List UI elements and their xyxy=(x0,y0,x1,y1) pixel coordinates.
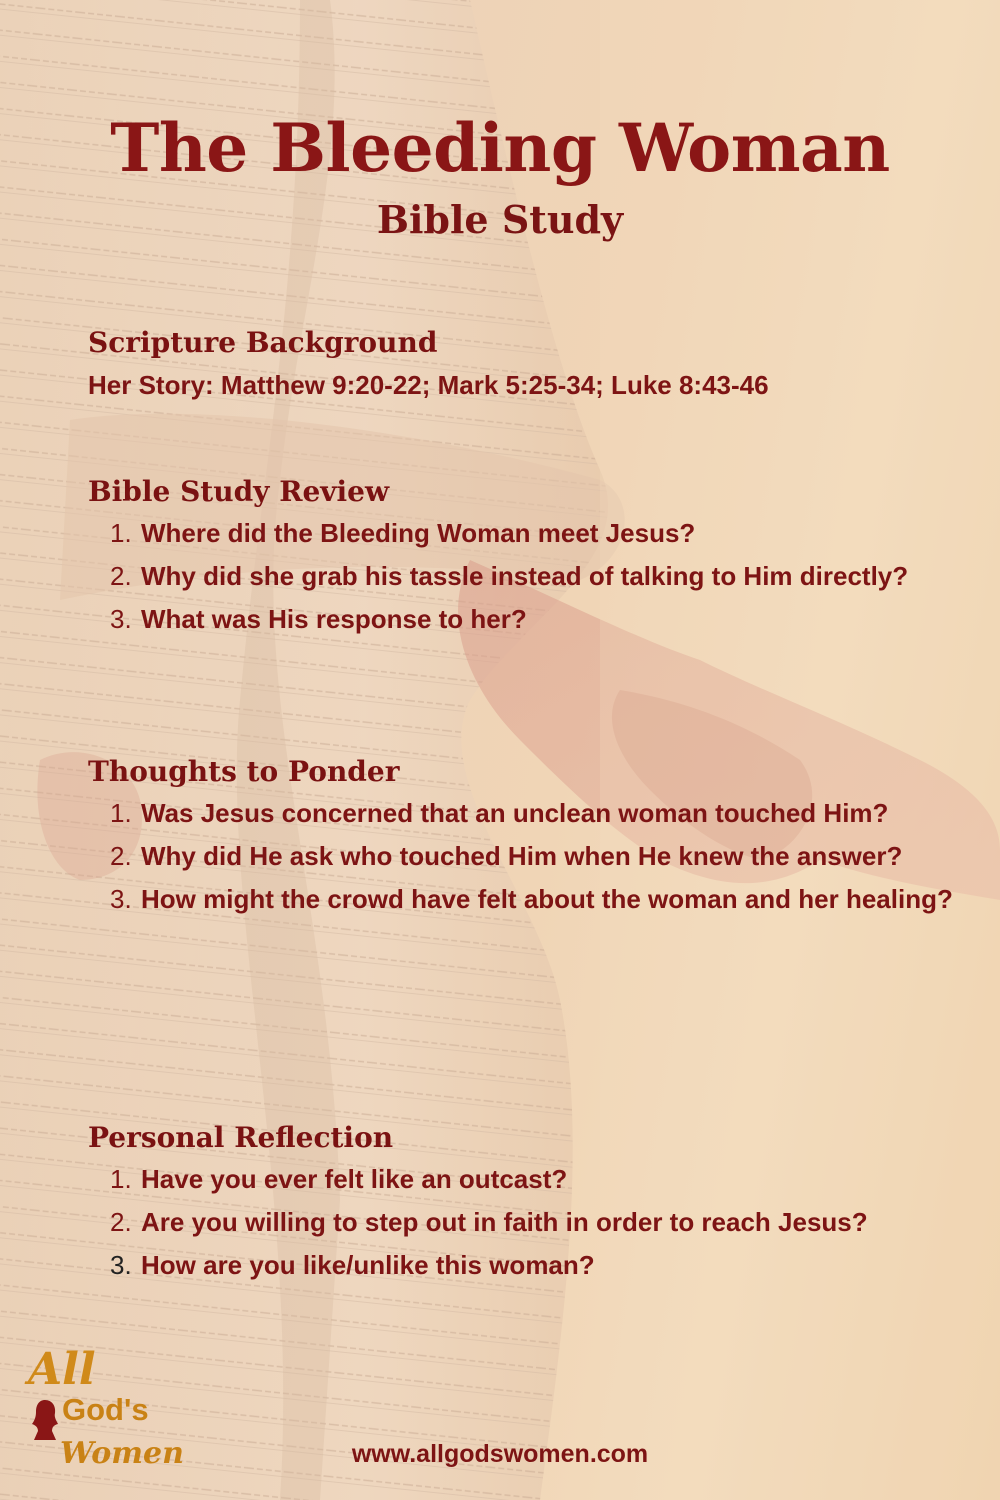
list-item xyxy=(88,598,968,641)
list-number: 2. xyxy=(110,841,132,871)
list-number: 2. xyxy=(110,1207,132,1237)
logo-text-gods: God's xyxy=(62,1392,149,1427)
question-text: Was Jesus concerned that an unclean woman touched Him? xyxy=(141,798,889,828)
her-story-references: Her Story: Matthew 9:20-22; Mark 5:25-34; Luke 8:43-46 xyxy=(88,370,769,400)
logo-text-women: Women xyxy=(60,1436,184,1471)
page-subtitle: Bible Study xyxy=(376,197,624,242)
question-text: Why did He ask who touched Him when He knew the answer? xyxy=(141,841,903,871)
list-item xyxy=(88,1158,968,1201)
list-item xyxy=(88,1244,968,1287)
bible-study-review-section xyxy=(88,472,968,641)
question-text: How might the crowd have felt about the woman and her healing? xyxy=(141,884,953,914)
list-number: 2. xyxy=(110,561,132,591)
logo-text-all: All xyxy=(28,1344,96,1395)
woman-silhouette-icon xyxy=(30,1398,60,1440)
question-text: Why did she grab his tassle instead of talking to Him directly? xyxy=(141,561,909,591)
scripture-background-section xyxy=(88,323,968,407)
question-text: How are you like/unlike this woman? xyxy=(141,1250,595,1280)
thoughts-to-ponder-section xyxy=(88,752,968,921)
personal-reflection-section xyxy=(88,1118,968,1287)
list-item xyxy=(88,792,968,835)
list-number: 1. xyxy=(110,798,132,828)
question-text: Are you willing to step out in faith in order to reach Jesus? xyxy=(141,1207,868,1237)
website-url[interactable]: www.allgodswomen.com xyxy=(351,1440,649,1468)
section-heading: Thoughts to Ponder xyxy=(88,755,400,788)
list-number: 3. xyxy=(110,884,132,914)
question-text: Where did the Bleeding Woman meet Jesus? xyxy=(141,518,696,548)
list-item xyxy=(88,878,968,921)
list-item xyxy=(88,1201,968,1244)
section-heading: Personal Reflection xyxy=(88,1121,394,1154)
list-number: 1. xyxy=(110,518,132,548)
list-item xyxy=(88,555,968,598)
question-text: What was His response to her? xyxy=(141,604,527,634)
section-heading: Bible Study Review xyxy=(88,475,390,508)
list-number: 1. xyxy=(110,1164,132,1194)
section-heading: Scripture Background xyxy=(88,326,438,359)
list-item xyxy=(88,835,968,878)
page-title: The Bleeding Woman xyxy=(110,109,890,187)
question-text: Have you ever felt like an outcast? xyxy=(141,1164,568,1194)
question-list xyxy=(88,792,968,921)
question-list xyxy=(88,1158,968,1287)
list-item xyxy=(88,512,968,555)
list-number: 3. xyxy=(110,604,132,634)
question-list xyxy=(88,512,968,641)
list-number: 3. xyxy=(110,1250,132,1280)
